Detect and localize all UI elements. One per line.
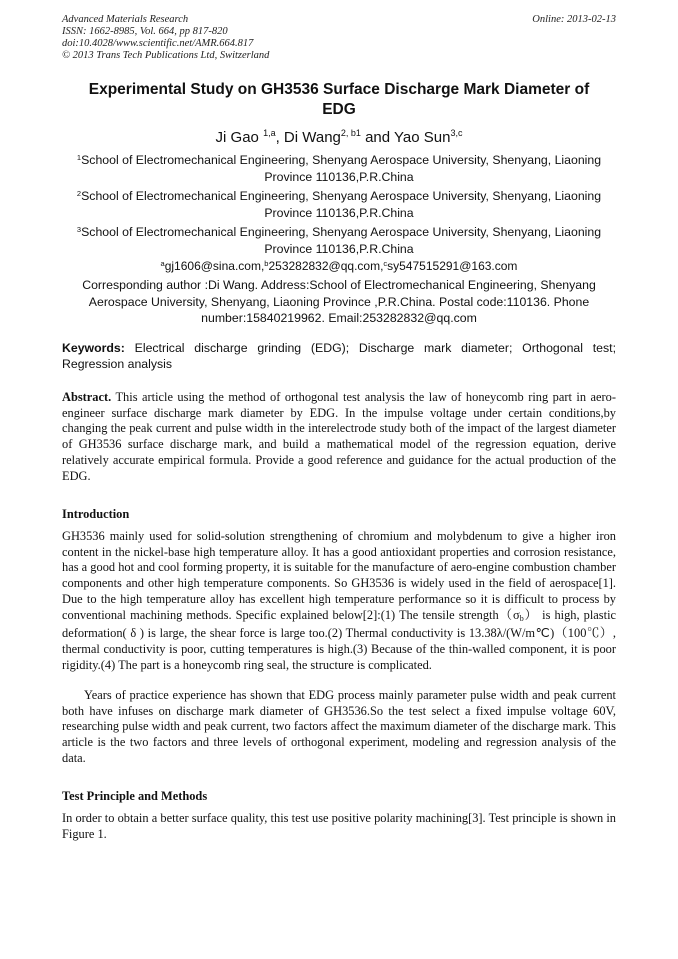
affiliation-1 [62, 149, 616, 186]
keywords-label: Keywords: [62, 341, 125, 355]
online-date: Online: 2013-02-13 [532, 14, 616, 25]
author-2: , Di Wang [275, 129, 341, 146]
affiliation-2 [62, 185, 616, 222]
subscript: b [519, 613, 524, 623]
email-marker: a [160, 259, 165, 268]
author-1-affil: 1,a [263, 128, 276, 138]
affiliation-text: School of Electromechanical Engineering, Shenyang Aerospace University, Shenyang, Liaoning [81, 189, 602, 203]
affiliation-text: Province 110136,P.R.China [264, 242, 414, 256]
section-heading-introduction: Introduction [62, 507, 130, 521]
affiliation-text: School of Electromechanical Engineering, Shenyang Aerospace University, Shenyang, Liaoning [81, 225, 602, 239]
author-3-affil: 3,c [450, 128, 463, 138]
doi-line: doi:10.4028/www.scientific.net/AMR.664.817 [62, 38, 254, 49]
introduction-paragraph-1 [62, 529, 616, 673]
corresponding-line: number:15840219962. Email:253282832@qq.com [201, 311, 477, 325]
affiliation-text: Province 110136,P.R.China [264, 206, 414, 220]
abstract [62, 390, 616, 484]
keywords-text: Electrical discharge grinding (EDG); Discharge mark diameter; Orthogonal test; Regression analysis [62, 341, 616, 371]
journal-header [62, 14, 616, 62]
corresponding-author [78, 277, 600, 327]
corresponding-line: Corresponding author :Di Wang. Address:School of Electromechanical Engineering, Shenyang [82, 278, 596, 292]
email-marker: b [264, 259, 269, 268]
affiliation-text: School of Electromechanical Engineering, Shenyang Aerospace University, Shenyang, Liaoning [81, 153, 602, 167]
paragraph-text: ） is high, plastic deformation( δ ) is large, the shear force is large too.(2) Thermal conductivity is 13.38λ/(W/m℃)（100℃）, thermal conductivity is poor, cutting temperatures is high.(3) Because of the thin-walled component, it is poor rigidity.(4) The part is a honeycomb ring seal, the structure is complicated. [62, 607, 617, 672]
issn-line: ISSN: 1662-8985, Vol. 664, pp 817-820 [62, 26, 228, 37]
introduction-paragraph-2: Years of practice experience has shown that EDG process mainly parameter pulse width and peak current both have infuses on discharge mark diameter of GH3536.So the test select a fixed impulse voltage 60V, researching pulse width and peak current, two factors affect the maximum diameter of the discharge mark. This article is the two factors and three levels of orthogonal experiment, modeling and regression analysis of the data. [62, 688, 616, 765]
author-1: Ji Gao [215, 129, 264, 146]
email-list [62, 256, 616, 274]
abstract-text: This article using the method of orthogonal test analysis the law of honeycomb ring part in aero-engineer surface discharge mark diameter by EDG. In the impulse voltage under certain conditions,by changing the peak current and pulse width in the interelectrode study both of the impact of the largest diameter of GH3536 surface discharge mark, and build a mathematical model of the regression equation, derive relatively accurate empirical formula. Provide a good reference and guidance for the actual production of the EDG. [62, 390, 616, 483]
author-list [62, 123, 616, 148]
affiliation-text: Province 110136,P.R.China [264, 170, 414, 184]
copyright-line: © 2013 Trans Tech Publications Ltd, Switzerland [62, 50, 270, 61]
journal-name: Advanced Materials Research [62, 14, 189, 25]
title-line-1: Experimental Study on GH3536 Surface Discharge Mark Diameter of [88, 81, 590, 98]
methods-paragraph-1: In order to obtain a better surface quality, this test use positive polarity machining[3]. Test principle is shown in Figure 1. [62, 811, 616, 841]
email-link[interactable]: 253282832@qq.com, [268, 259, 384, 273]
email-link[interactable]: gj1606@sina.com, [164, 259, 265, 273]
affiliation-number: 3 [76, 225, 82, 234]
author-2-affil: 2, b1 [340, 128, 361, 138]
paper-title [62, 80, 616, 120]
section-heading-methods: Test Principle and Methods [62, 789, 208, 803]
author-3: and Yao Sun [360, 129, 451, 146]
paragraph-text: GH3536 mainly used for solid-solution strengthening of chromium and molybdenum to give a higher iron content in the nickel-base high temperature alloy. It has a good antioxidant properties and corrosion resistance, has a good hot and cool forming property, it is suitable for the manufacture of aero-engine combustion chamber components and other high temperature components. So GH3536 is widely used in the field of aerospace[1]. Due to the high temperature alloy has excellent high temperature performance so it is difficult to process by conventional machining methods. Specific explained below[2]:(1) The tensile strength（σ [62, 529, 616, 622]
email-link[interactable]: sy547515291@163.com [387, 259, 518, 273]
affiliation-number: 2 [76, 189, 82, 198]
title-line-2: EDG [322, 101, 356, 118]
abstract-label: Abstract. [62, 390, 112, 404]
email-marker: c [383, 259, 388, 268]
affiliation-3 [62, 221, 616, 258]
keywords [62, 341, 616, 372]
corresponding-line: Aerospace University, Shenyang, Liaoning Province ,P.R.China. Postal code:110136. Phone [88, 294, 590, 309]
affiliation-number: 1 [76, 153, 82, 162]
